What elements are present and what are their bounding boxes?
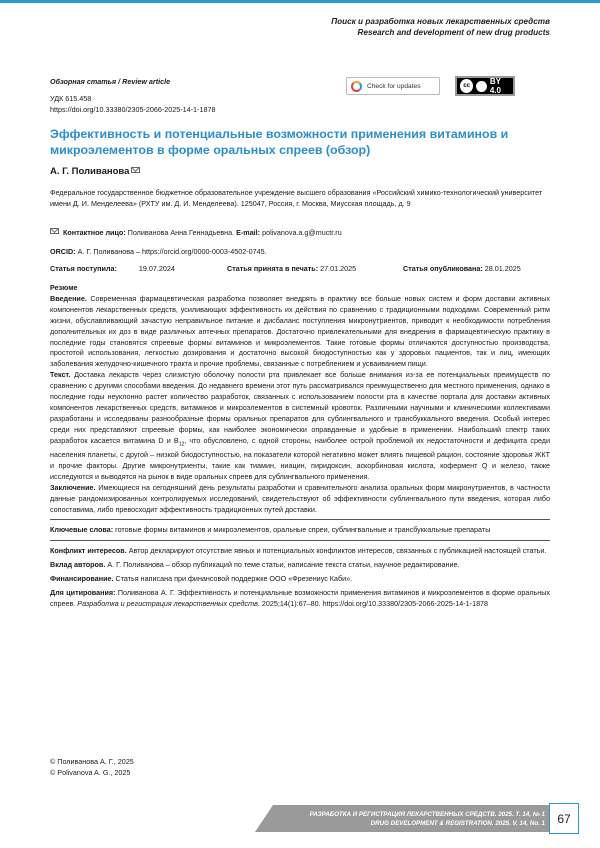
contact-label: Контактное лицо: (63, 228, 126, 237)
footer-ru: РАЗРАБОТКА И РЕГИСТРАЦИЯ ЛЕКАРСТВЕННЫХ СРЕДСТВ. 2025. Т. 14, № 1 (309, 811, 545, 818)
article-type: Обзорная статья / Review article (50, 77, 171, 86)
email-label: E-mail: (236, 228, 261, 237)
author-line (50, 166, 140, 177)
author-name: А. Г. Поливанова (50, 166, 130, 177)
footer-en: DRUG DEVELOPMENT & REGISTRATION. 2025. V. 14, No. 1 (370, 820, 545, 827)
doi-link[interactable]: https://doi.org/10.33380/2305-2066-2025-14-1-1878 (50, 105, 216, 114)
crossmark-icon (351, 81, 362, 92)
copyright-ru: © Поливанова А. Г., 2025 (50, 757, 134, 766)
orcid-label: ORCID: (50, 247, 76, 256)
page-number: 67 (549, 803, 579, 834)
divider (50, 519, 550, 520)
footer-journal (310, 810, 545, 828)
abstract-conclusion: Заключение. Имеющиеся на сегодняшний день результаты разработки и сравнительного анализа оральных форм микронутриентов, в частности данные рандомизированных контролируемых исследований, свидетельствуют об эффективности сублингвального пути введения, которая либо сопоставима, либо превосходит эффективность традиционных путей доставки. (50, 482, 550, 514)
orcid-text[interactable]: А. Г. Поливанова – https://orcid.org/0000-0003-4502-0745. (77, 247, 267, 256)
journal-name-ru: Поиск и разработка новых лекарственных средств (331, 17, 550, 26)
contact-name: Поливанова Анна Геннадьевна. (127, 228, 235, 237)
affiliation: Федеральное государственное бюджетное образовательное учреждение высшего образования «Российский химико-технологический университет имени Д. И. Менделеева» (РХТУ им. Д. И. Менделеева). 125047, Россия, г. Москва, Миусская площадь, д. 9 (50, 188, 543, 208)
contact-line (50, 227, 550, 238)
article-title: Эффективность и потенциальные возможности применения витаминов и микроэлементов в форме оральных спреев (обзор) (50, 127, 509, 157)
cc-icon: cc (460, 79, 473, 93)
copyright-en: © Polivanova A. G., 2025 (50, 768, 131, 777)
journal-name-en: Research and development of new drug products (357, 28, 550, 37)
envelope-icon (50, 228, 59, 234)
abstract-heading: Резюме (50, 283, 78, 292)
by-person-icon (476, 81, 486, 92)
check-updates-label: Check for updates (367, 82, 421, 90)
envelope-icon[interactable] (131, 167, 140, 173)
accepted-date: Статья принята в печать: 27.01.2025 (227, 264, 357, 273)
divider (50, 540, 550, 541)
orcid-line (50, 246, 267, 257)
check-updates-button[interactable] (346, 77, 440, 95)
conflict-of-interest: Конфликт интересов. Автор декларируют отсутствие явных и потенциальных конфликтов интересов, связанных с публикацией настоящей статьи. (50, 546, 547, 556)
email-link[interactable]: polivanova.a.g@muctr.ru (262, 228, 342, 237)
article-meta (50, 76, 215, 115)
abstract-intro: Введение. Современная фармацевтическая разработка позволяет внедрять в практику все больше новых систем и форм доставки активных компонентов лекарственных средств, усиливающих эффективность их действия по сравнению с традиционными подходами. Современный ритм жизни, обуславливающий зачастую неправильное питание и дисбаланс поступления микронутриентов, приводит к необходимости потребления дополнительных их доз в виде различных аптечных препаратов. Достаточно привлекательными для внедрения в фармацевтическую практику в последние годы становятся спреевые формы витаминов и микроэлементов. Такие готовые формы отличаются доступностью производства, простотой использования, легкостью дозирования и достаточно высокой биодоступностью как у здоровых пациентов, так и лиц, имеющих заболевания желудочно-кишечного тракта и прочие проблемы, связанные с потреблением и усваиванием пищи. (50, 293, 550, 369)
citation: Для цитирования: Поливанова А. Г. Эффективность и потенциальные возможности применения витаминов и микроэлементов в форме оральных спреев. Разработка и регистрация лекарственных средств. 2025;14(1):67–80. https://doi.org/10.33380/2305-2066-2025-14-1-1878 (50, 588, 550, 608)
cc-license-badge[interactable] (455, 76, 515, 96)
top-rule (0, 0, 600, 3)
journal-header (331, 16, 550, 38)
published-date: Статья опубликована: 28.01.2025 (403, 264, 521, 273)
funding: Финансирование. Статья написана при финансовой поддержке ООО «Фрезениус Каби». (50, 574, 353, 584)
author-contribution: Вклад авторов. А. Г. Поливанова – обзор публикаций по теме статьи, написание текста статьи, научное редактирование. (50, 560, 460, 570)
abstract-block (50, 283, 550, 610)
copyright (50, 756, 134, 778)
udk-code: УДК 615.458 (50, 94, 92, 103)
license-label: BY 4.0 (489, 77, 501, 95)
keywords: Ключевые слова: готовые формы витаминов и микроэлементов, оральные спреи, сублингвальные и трансбуккальные препараты (50, 525, 491, 535)
received-date: Статья поступила: 19.07.2024 (50, 264, 175, 273)
abstract-text: Текст. Доставка лекарств через слизистую оболочку полости рта привлекает все больше внимания из-за ее потенциальных преимуществ по сравнению с другими способами введения. До недавнего времени этот путь рассматривался преимущественно для местного применения, однако в последние годы неуклонно растет количество разработок, связанных с использованием полости рта в качестве портала для доставки активных компонентов лекарственных средств, витаминов и микроэлементов в системный кровоток. Различными научными и клиническими коллективами разработаны и исследованы разнообразные формы оральных препаратов для сублингвального и трансбуккального введения. Особый интерес среди них представляют спреевые формы, как наиболее экономически оправданные и удобные в применении. Наибольший спектр таких разработок касается витамина D и $B_{12}$, что обусловлено, с одной стороны, наиболее острой проблемой их недостаточности и дефицита среди населения планеты, с другой – низкой биодоступностью, на показатели которой негативно может влиять пищевой рацион, состояние здоровья ЖКТ и прочие факторы. Другие микронутриенты, такие как тиамин, ниацин, пиридоксин, аскорбиновая кислота, кофермент Q и железо, также исследуются и выводятся на рынок в виде оральных спреев для сублингвального применения. (50, 370, 551, 481)
